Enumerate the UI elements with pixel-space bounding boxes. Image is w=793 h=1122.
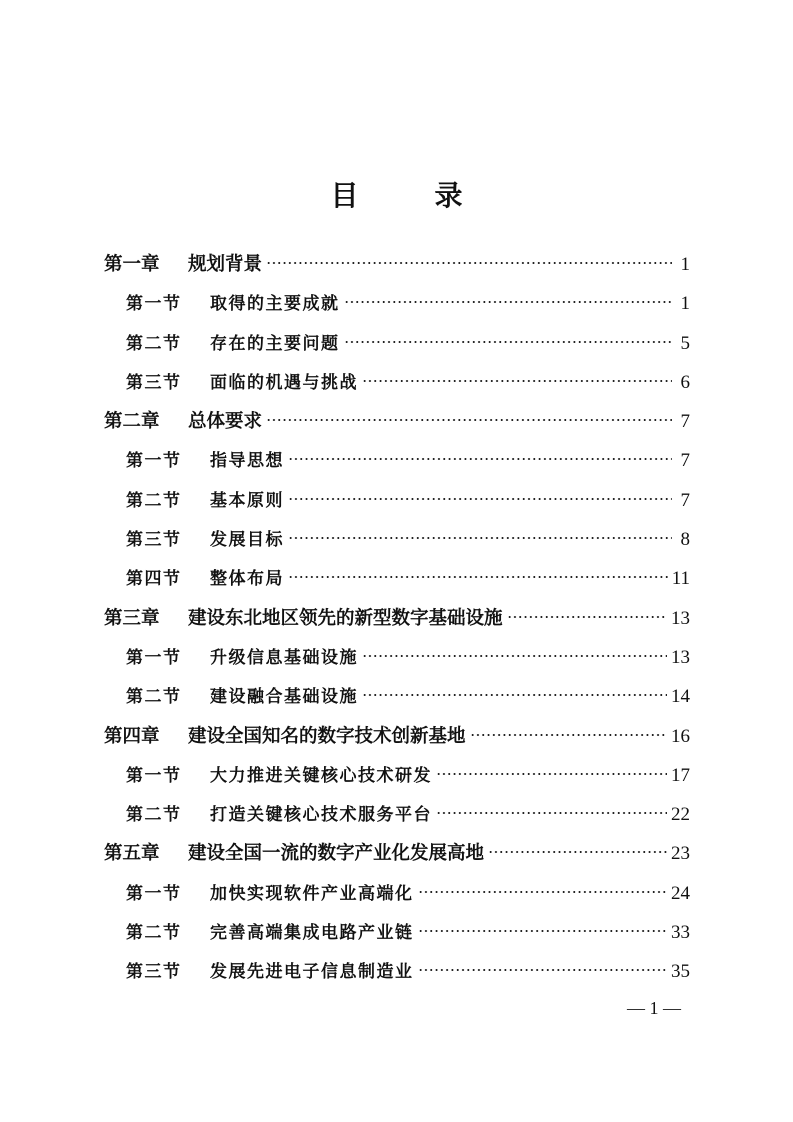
- dot-leader: [436, 810, 667, 816]
- toc-chapter-entry[interactable]: [104, 245, 690, 284]
- toc-entry-number: 第四章: [104, 725, 160, 747]
- toc-entry-label: 建设全国一流的数字产业化发展高地: [188, 843, 485, 865]
- toc-entry-label: 发展目标: [210, 530, 284, 551]
- toc-entry-label: 指导思想: [210, 451, 284, 472]
- toc-entry-label: 建设东北地区领先的新型数字基础设施: [188, 607, 503, 629]
- toc-entry-page: 8: [680, 529, 690, 551]
- toc-entry-label: 加快实现软件产业高端化: [210, 883, 414, 904]
- dot-leader: [288, 456, 672, 462]
- toc-entry-label: 升级信息基础设施: [210, 647, 358, 668]
- toc-entry-page: 7: [680, 411, 690, 433]
- toc-entry-number: 第三章: [104, 607, 160, 629]
- dot-leader: [436, 771, 667, 777]
- toc-entry-page: 14: [671, 686, 690, 708]
- toc-entry-number: 第一节: [126, 294, 182, 315]
- toc-section-entry[interactable]: [104, 756, 690, 795]
- toc-entry-label: 发展先进电子信息制造业: [210, 962, 414, 983]
- toc-entry-number: 第二节: [126, 687, 182, 708]
- dot-leader: [488, 849, 667, 855]
- toc-entry-label: 整体布局: [210, 569, 284, 590]
- toc-section-entry[interactable]: [104, 520, 690, 559]
- toc-entry-page: 23: [671, 843, 690, 865]
- toc-entry-label: 建设全国知名的数字技术创新基地: [188, 725, 466, 747]
- toc-entry-number: 第一节: [126, 765, 182, 786]
- toc-entry-number: 第二节: [126, 923, 182, 944]
- toc-entry-number: 第一节: [126, 451, 182, 472]
- toc-entry-page: 16: [671, 725, 690, 747]
- toc-title: 目录: [330, 179, 539, 212]
- toc-entry-page: 24: [671, 882, 690, 904]
- toc-entry-page: 7: [680, 450, 690, 472]
- dot-leader: [266, 417, 672, 423]
- dot-leader: [288, 496, 672, 502]
- toc-entry-number: 第二节: [126, 333, 182, 354]
- toc-entry-page: 7: [680, 489, 690, 511]
- toc-entry-label: 打造关键核心技术服务平台: [210, 805, 432, 826]
- dot-leader: [362, 692, 667, 698]
- toc-chapter-entry[interactable]: [104, 599, 690, 638]
- toc-entry-label: 大力推进关键核心技术研发: [210, 765, 432, 786]
- toc-section-entry[interactable]: [104, 795, 690, 834]
- toc-entry-page: 33: [671, 922, 690, 944]
- toc-section-entry[interactable]: [104, 284, 690, 323]
- dot-leader: [344, 339, 673, 345]
- toc-entry-page: 1: [680, 293, 690, 315]
- dot-leader: [362, 653, 667, 659]
- toc-section-entry[interactable]: [104, 363, 690, 402]
- dot-leader: [344, 299, 673, 305]
- toc-entry-page: 5: [680, 332, 690, 354]
- toc-entry-number: 第一节: [126, 647, 182, 668]
- toc-entry-label: 完善高端集成电路产业链: [210, 923, 414, 944]
- toc-entry-page: 13: [671, 607, 690, 629]
- toc-entry-page: 22: [671, 804, 690, 826]
- toc-section-entry[interactable]: [104, 324, 690, 363]
- toc-entry-label: 建设融合基础设施: [210, 687, 358, 708]
- toc-entry-number: 第二章: [104, 411, 160, 433]
- toc-entry-label: 面临的机遇与挑战: [210, 372, 358, 393]
- toc-entry-label: 取得的主要成就: [210, 294, 340, 315]
- toc-entry-label: 总体要求: [188, 411, 263, 433]
- toc-entry-label: 规划背景: [188, 254, 263, 275]
- page-number-footer: — 1 —: [627, 998, 681, 1018]
- dot-leader: [470, 732, 667, 738]
- dot-leader: [362, 378, 672, 384]
- toc-entry-page: 1: [680, 254, 690, 275]
- dot-leader: [418, 889, 668, 895]
- toc-section-entry[interactable]: [104, 952, 690, 991]
- dot-leader: [288, 574, 668, 580]
- toc-chapter-entry[interactable]: [104, 834, 690, 873]
- toc-entry-label: 存在的主要问题: [210, 333, 340, 354]
- toc-entry-page: 13: [671, 646, 690, 668]
- toc-entry-number: 第二节: [126, 805, 182, 826]
- toc-entry-number: 第四节: [126, 569, 182, 590]
- dot-leader: [507, 614, 667, 620]
- toc-section-entry[interactable]: [104, 481, 690, 520]
- toc-entry-number: 第三节: [126, 962, 182, 983]
- toc-entry-page: 17: [671, 764, 690, 786]
- dot-leader: [418, 967, 668, 973]
- toc-section-entry[interactable]: [104, 559, 690, 598]
- toc-entry-number: 第二节: [126, 490, 182, 511]
- toc-entry-number: 第三节: [126, 530, 182, 551]
- toc-entry-number: 第三节: [126, 372, 182, 393]
- dot-leader: [288, 535, 672, 541]
- table-of-contents: [104, 245, 690, 992]
- toc-section-entry[interactable]: [104, 677, 690, 716]
- toc-section-entry[interactable]: [104, 913, 690, 952]
- dot-leader: [266, 260, 672, 266]
- dot-leader: [418, 928, 668, 934]
- toc-entry-page: 11: [671, 568, 690, 590]
- toc-section-entry[interactable]: [104, 441, 690, 480]
- toc-chapter-entry[interactable]: [104, 402, 690, 441]
- toc-entry-page: 35: [671, 961, 690, 983]
- toc-entry-number: 第一章: [104, 254, 160, 275]
- toc-entry-label: 基本原则: [210, 490, 284, 511]
- toc-section-entry[interactable]: [104, 638, 690, 677]
- toc-chapter-entry[interactable]: [104, 717, 690, 756]
- toc-section-entry[interactable]: [104, 874, 690, 913]
- toc-entry-number: 第一节: [126, 883, 182, 904]
- toc-entry-page: 6: [680, 371, 690, 393]
- toc-entry-number: 第五章: [104, 843, 160, 865]
